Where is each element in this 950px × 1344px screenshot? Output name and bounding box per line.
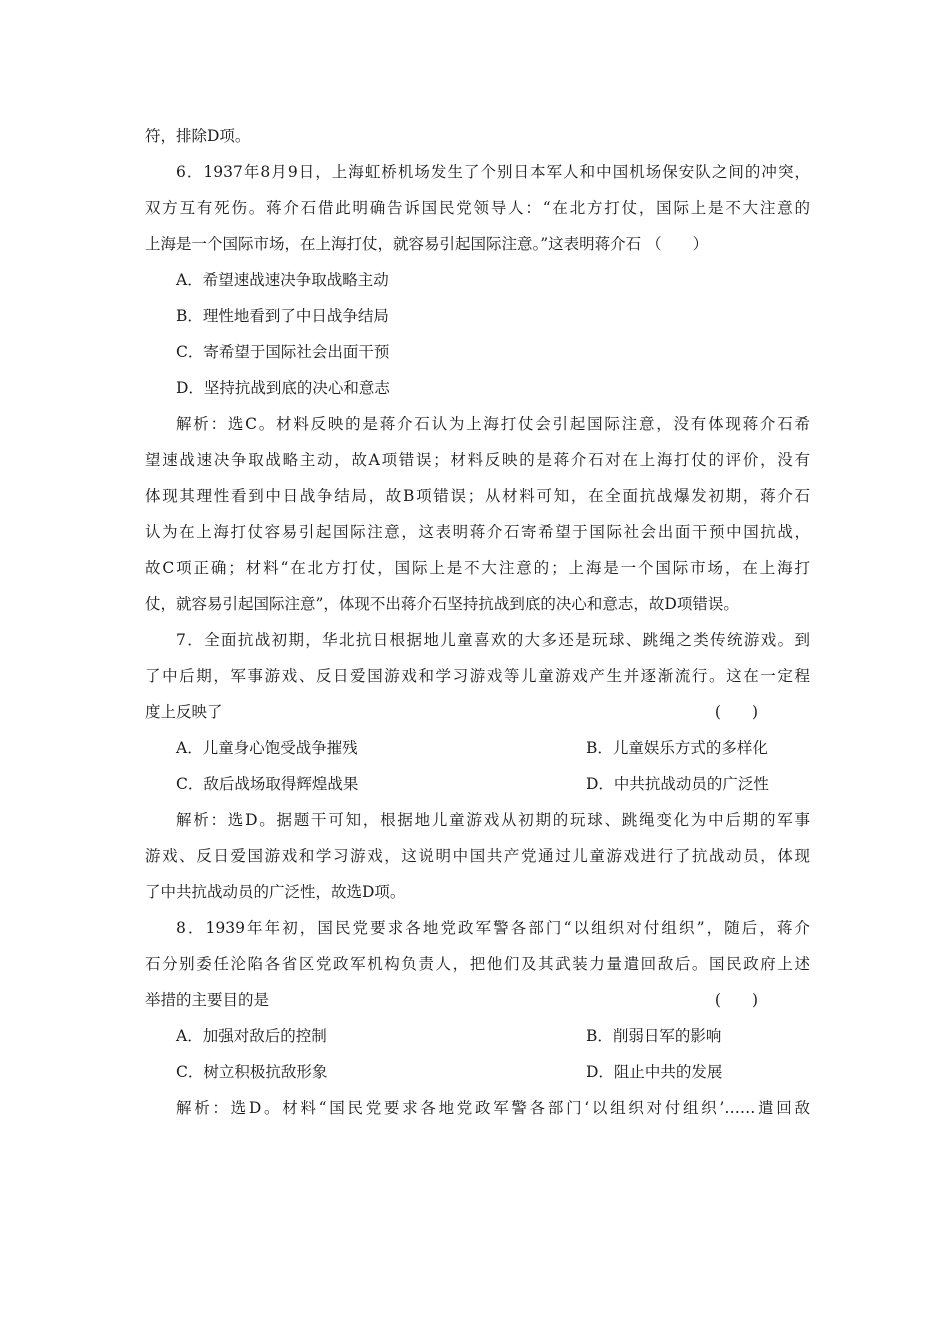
question-7-option-b: B．儿童娱乐方式的多样化 xyxy=(586,739,768,757)
question-7-stem-last-line xyxy=(145,694,810,730)
question-6 xyxy=(145,154,810,622)
document-page xyxy=(145,118,810,1126)
answer-blank: ( ) xyxy=(714,703,758,721)
question-7-stem-line: 了中后期，军事游戏、反日爱国游戏和学习游戏等儿童游戏产生并逐渐流行。这在一定程 xyxy=(145,667,810,685)
question-8-stem-line: 石分别委任沦陷各省区党政军机构负责人，把他们及其武装力量遣回敌后。国民政府上述 xyxy=(145,955,810,973)
question-7-options-row xyxy=(145,766,810,802)
question-8-stem-line: 8．1939年年初，国民党要求各地党政军警各部门“以组织对付组织”，随后，蒋介 xyxy=(176,919,810,937)
question-6-analysis-line: 解析：选C。材料反映的是蒋介石认为上海打仗会引起国际注意，没有体现蒋介石希 xyxy=(176,415,810,433)
question-7-stem-text: 度上反映了 xyxy=(145,703,223,721)
question-7-options-row xyxy=(145,730,810,766)
question-8-stem-last-line xyxy=(145,982,810,1018)
question-6-option-d: D．坚持抗战到底的决心和意志 xyxy=(176,379,390,397)
question-7 xyxy=(145,622,810,910)
question-8-options-row xyxy=(145,1054,810,1090)
question-8-option-b: B．削弱日军的影响 xyxy=(586,1027,722,1045)
question-7-option-d: D．中共抗战动员的广泛性 xyxy=(586,775,769,793)
lead-line: 符，排除D项。 xyxy=(145,127,251,145)
question-6-analysis-line: 故C项正确；材料“在北方打仗，国际上是不大注意的；上海是一个国际市场，在上海打 xyxy=(145,559,810,577)
question-8-analysis-line: 解析：选D。材料“国民党要求各地党政军警各部门‘以组织对付组织’……遣回敌 xyxy=(176,1099,810,1117)
question-6-analysis-line: 望速战速决争取战略主动，故A项错误；材料反映的是蒋介石对在上海打仗的评价，没有 xyxy=(145,451,810,469)
question-8-options-row xyxy=(145,1018,810,1054)
answer-blank: ( ) xyxy=(714,991,758,1009)
question-8-option-d: D．阻止中共的发展 xyxy=(586,1063,723,1081)
question-8-option-c: C．树立积极抗敌形象 xyxy=(176,1063,328,1081)
question-6-analysis-line: 认为在上海打仗容易引起国际注意，这表明蒋介石寄希望于国际社会出面干预中国抗战， xyxy=(145,523,810,541)
question-8-option-a: A．加强对敌后的控制 xyxy=(176,1027,327,1045)
question-6-option-a: A．希望速战速决争取战略主动 xyxy=(176,271,389,289)
question-7-analysis-line: 解析：选D。据题干可知，根据地儿童游戏从初期的玩球、跳绳变化为中后期的军事 xyxy=(176,811,810,829)
question-7-option-c: C．敌后战场取得辉煌战果 xyxy=(176,775,359,793)
question-6-option-c: C．寄希望于国际社会出面干预 xyxy=(176,343,390,361)
question-6-stem-line: 6．1937年8月9日，上海虹桥机场发生了个别日本军人和中国机场保安队之间的冲突， xyxy=(176,163,810,181)
question-7-analysis-line: 了中共抗战动员的广泛性，故选D项。 xyxy=(145,883,406,901)
question-6-stem-line: 上海是一个国际市场，在上海打仗，就容易引起国际注意。”这表明蒋介石 （ ） xyxy=(145,235,709,253)
question-8 xyxy=(145,910,810,1126)
question-7-option-a: A．儿童身心饱受战争摧残 xyxy=(176,739,358,757)
question-7-analysis-line: 游戏、反日爱国游戏和学习游戏，这说明中国共产党通过儿童游戏进行了抗战动员，体现 xyxy=(145,847,810,865)
question-7-stem-line: 7．全面抗战初期，华北抗日根据地儿童喜欢的大多还是玩球、跳绳之类传统游戏。到 xyxy=(176,631,810,649)
question-6-option-b: B．理性地看到了中日战争结局 xyxy=(176,307,389,325)
question-6-analysis-line: 仗，就容易引起国际注意”，体现不出蒋介石坚持抗战到底的决心和意志，故D项错误。 xyxy=(145,595,739,613)
question-6-analysis-line: 体现其理性看到中日战争结局，故B项错误；从材料可知，在全面抗战爆发初期，蒋介石 xyxy=(145,487,810,505)
question-6-stem-line: 双方互有死伤。蒋介石借此明确告诉国民党领导人：“在北方打仗，国际上是不大注意的 xyxy=(145,199,810,217)
question-8-stem-text: 举措的主要目的是 xyxy=(145,991,270,1009)
